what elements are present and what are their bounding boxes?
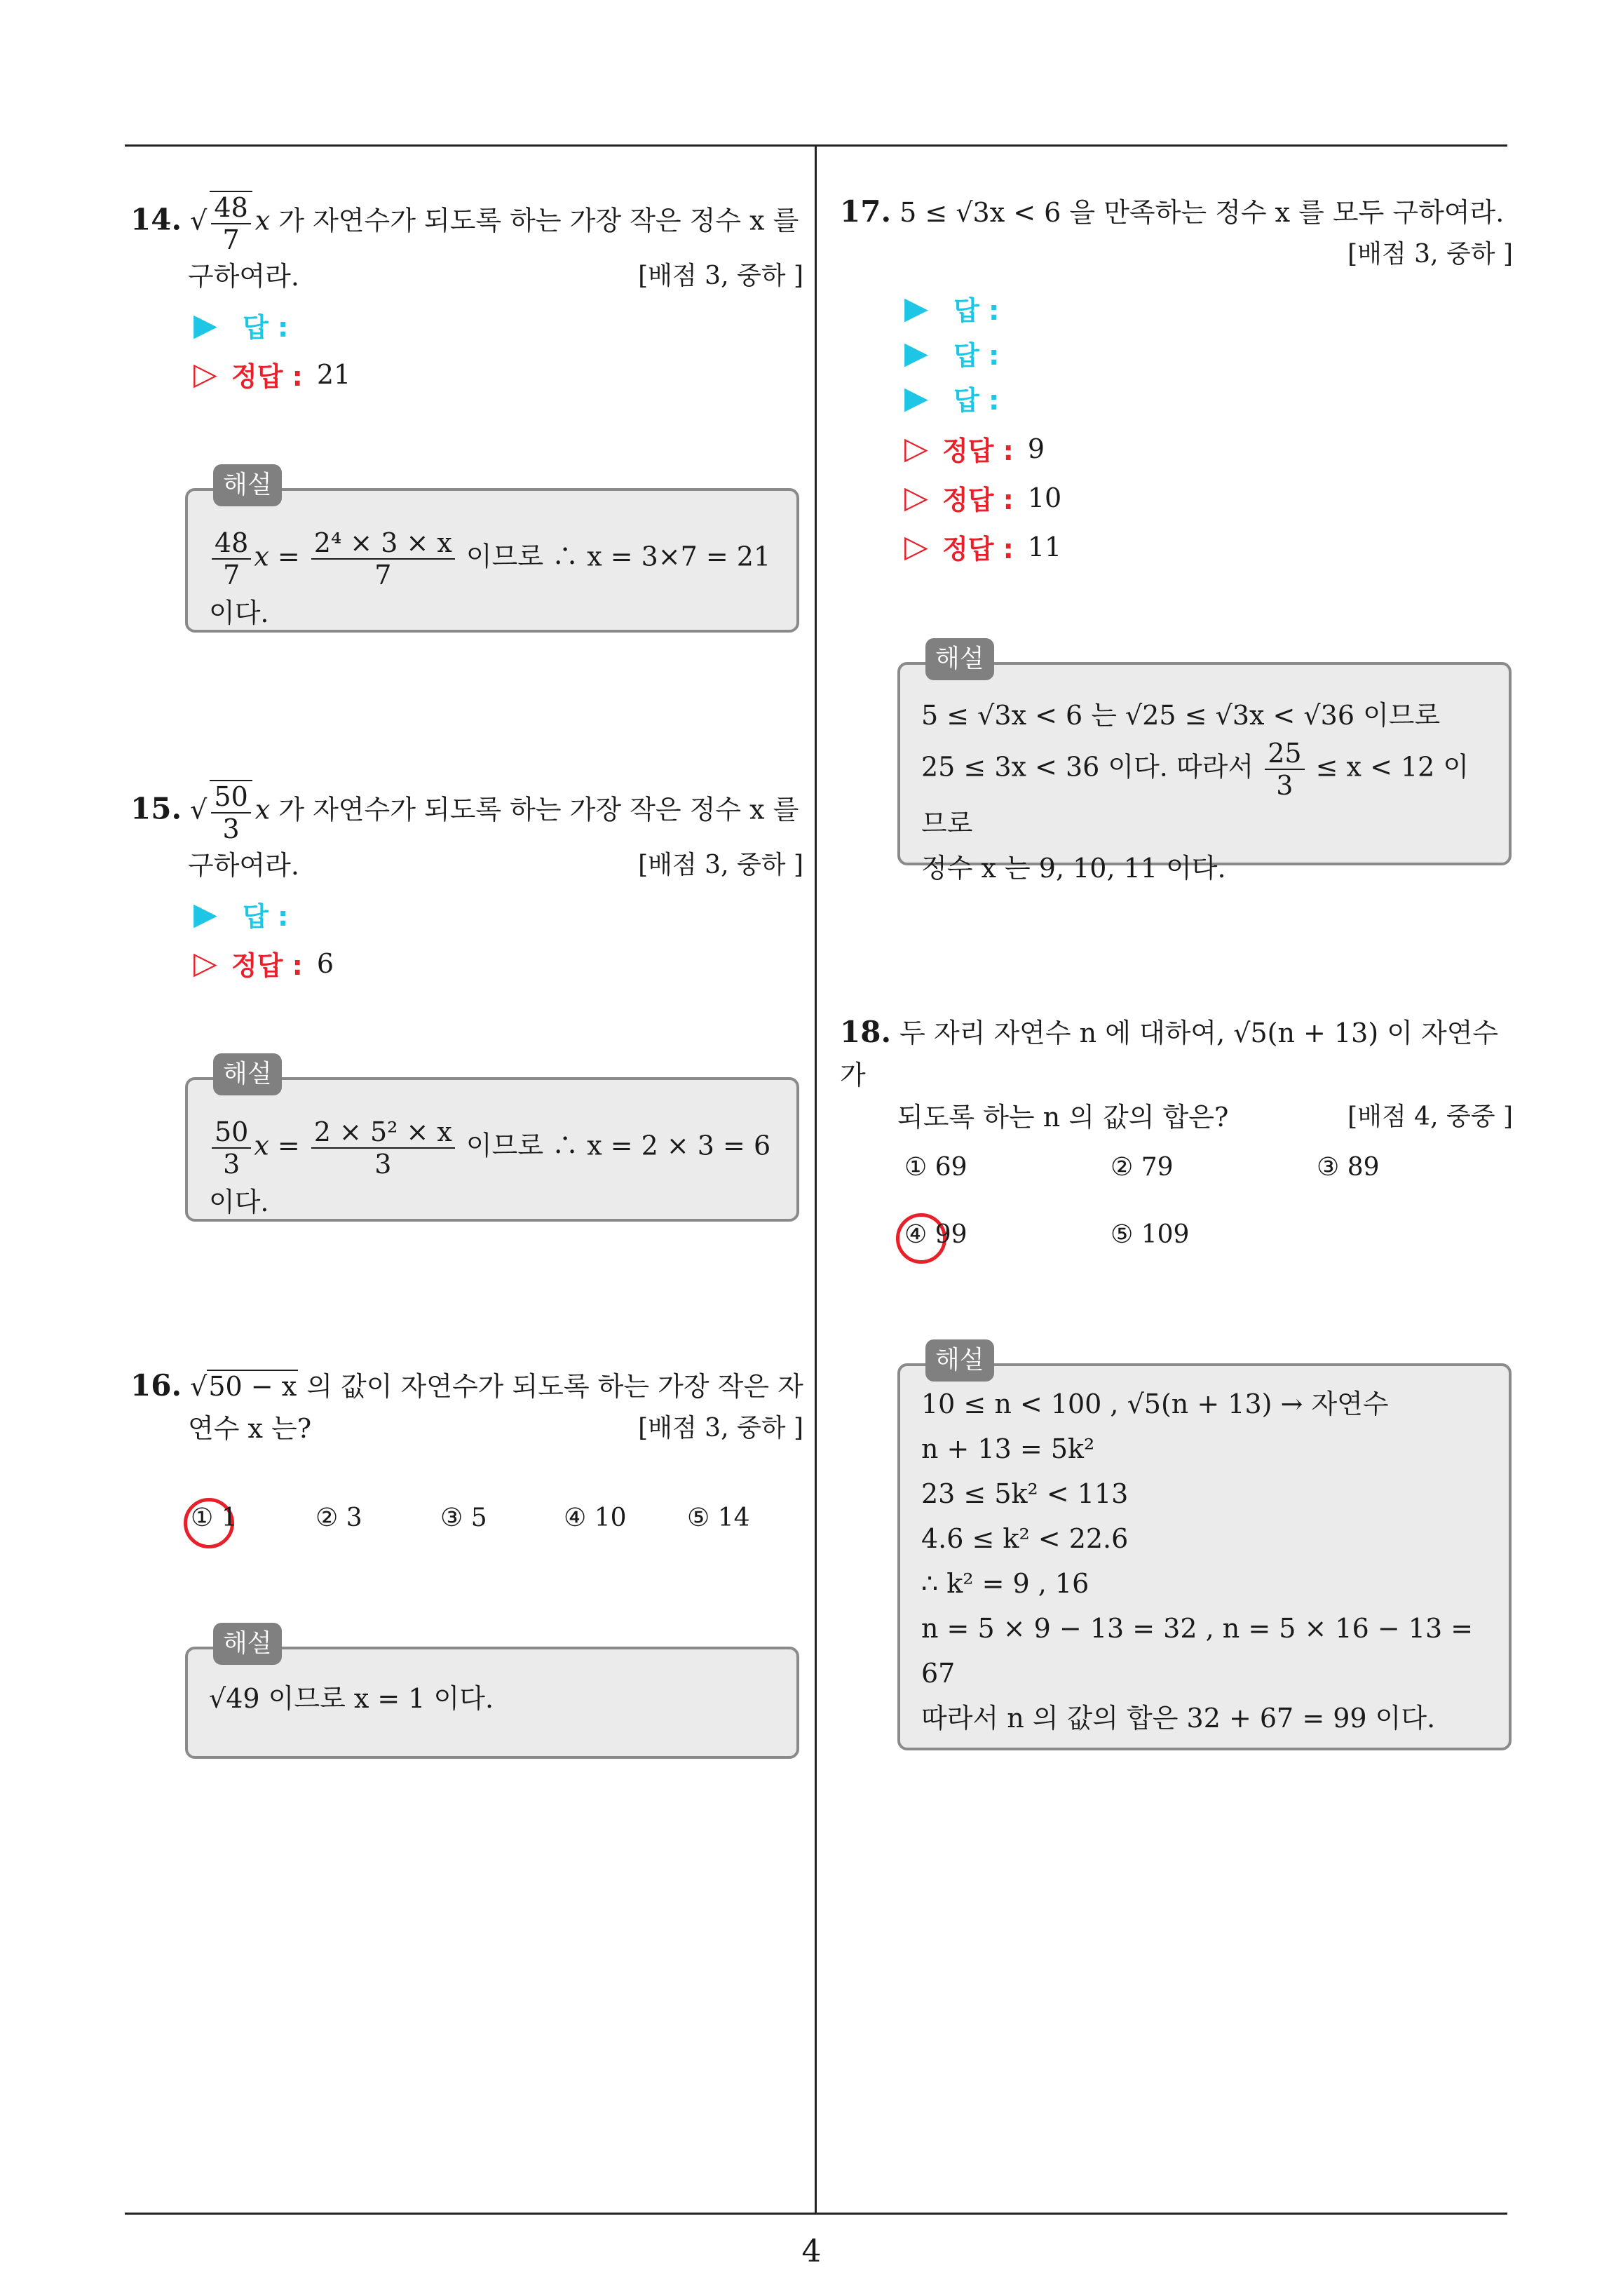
problem-14: 14. √ $\frac{48}{7}$ x 가 자연수가 되도록 하는 가장 작은 정수 x 를 구하여라. [배점 3, 중하 ]: [130, 191, 803, 297]
triangle-right-icon: ▶: [193, 307, 217, 343]
problem-17-answer-3[interactable]: ▶ 답 :: [904, 380, 1000, 416]
bottom-rule: [125, 2213, 1507, 2215]
problem-17-answer-1[interactable]: ▶ 답 :: [904, 290, 1000, 326]
problem-14-explanation: 해설 $\frac{48}{7}$ x = $\frac{\text{2⁴ × 3 × x}}{7}$ 이므로 ∴ x = 3×7 = 21 이다.: [185, 488, 799, 633]
problem-18: 18. 두 자리 자연수 n 에 대하여, √5(n + 13) 이 자연수가 되도록 하는 n 의 값의 합은? [배점 4, 중중 ]: [840, 1015, 1513, 1133]
explanation-tag: 해설: [925, 638, 994, 680]
choice-2[interactable]: ② 3: [315, 1504, 362, 1532]
problem-17-explanation: 해설 5 ≤ √3x < 6 는 √25 ≤ √3x < √36 이므로 25 ≤ 3x < 36 이다. 따라서 $\frac{25}{3}$ ≤ x < 12 이므로 정수 x 는 9, 10, 11 이다.: [897, 662, 1512, 865]
choice-4[interactable]: ④ 99: [904, 1220, 967, 1249]
problem-17-correct-2: ▷ 정답 : 10: [904, 480, 1062, 515]
triangle-outline-icon: ▷: [904, 480, 928, 515]
choice-2[interactable]: ② 79: [1111, 1153, 1174, 1182]
triangle-right-icon: ▶: [904, 380, 928, 416]
choice-4[interactable]: ④ 10: [564, 1504, 627, 1532]
triangle-right-icon: ▶: [904, 335, 928, 371]
triangle-outline-icon: ▷: [193, 945, 217, 981]
explanation-tag: 해설: [925, 1339, 994, 1382]
problem-17-answer-2[interactable]: ▶ 답 :: [904, 335, 1000, 371]
triangle-outline-icon: ▷: [904, 431, 928, 466]
problem-17-correct-1: ▷ 정답 : 9: [904, 431, 1045, 466]
problem-14-answer[interactable]: ▶ 답 :: [193, 307, 289, 343]
choice-5[interactable]: ⑤ 14: [687, 1504, 750, 1532]
page-number: 4: [801, 2234, 822, 2269]
triangle-right-icon: ▶: [193, 896, 217, 932]
problem-14-correct: ▷ 정답 : 21: [193, 356, 351, 392]
explanation-tag: 해설: [213, 1623, 282, 1665]
problem-16-explanation: 해설 √49 이므로 x = 1 이다.: [185, 1647, 799, 1759]
triangle-right-icon: ▶: [904, 290, 928, 326]
problem-15: 15. √ $\frac{50}{3}$ x 가 자연수가 되도록 하는 가장 작은 정수 x 를 구하여라. [배점 3, 중하 ]: [130, 781, 803, 881]
problem-16: 16. √50 − x 의 값이 자연수가 되도록 하는 가장 작은 자 연수 x 는? [배점 3, 중하 ]: [130, 1368, 803, 1444]
explanation-tag: 해설: [213, 464, 282, 506]
problem-15-answer[interactable]: ▶ 답 :: [193, 896, 289, 932]
choice-1[interactable]: ① 69: [904, 1153, 967, 1182]
problem-18-explanation: 해설 10 ≤ n < 100 , √5(n + 13) → 자연수 n + 13 = 5k² 23 ≤ 5k² < 113 4.6 ≤ k² < 22.6 ∴ k² = 9 , 16 n = 5 × 9 − 13 = 32 , n = 5 × 16 − 13 = 67 따라서 n 의 값의 합은 32 + 67 = 99 이다.: [897, 1363, 1512, 1750]
problem-15-explanation: 해설 $\frac{50}{3}$ x = $\frac{\text{2 × 5² × x}}{3}$ 이므로 ∴ x = 2 × 3 = 6 이다.: [185, 1077, 799, 1222]
column-divider: [815, 146, 817, 2215]
triangle-outline-icon: ▷: [193, 356, 217, 392]
choice-1[interactable]: ① 1: [191, 1504, 238, 1532]
triangle-outline-icon: ▷: [904, 529, 928, 565]
problem-17-correct-3: ▷ 정답 : 11: [904, 529, 1062, 565]
explanation-tag: 해설: [213, 1053, 282, 1095]
problem-14-meta: [배점 3, 중하 ]: [638, 262, 803, 290]
choice-5[interactable]: ⑤ 109: [1111, 1220, 1190, 1249]
choice-3[interactable]: ③ 89: [1317, 1153, 1380, 1182]
problem-15-correct: ▷ 정답 : 6: [193, 945, 334, 981]
problem-14-text: 가 자연수가 되도록 하는 가장 작은 정수 x 를: [278, 205, 799, 236]
choice-3[interactable]: ③ 5: [440, 1504, 487, 1532]
problem-17: 17. 5 ≤ √3x < 6 을 만족하는 정수 x 를 모두 구하여라. [배점 3, 중하 ]: [840, 194, 1513, 269]
